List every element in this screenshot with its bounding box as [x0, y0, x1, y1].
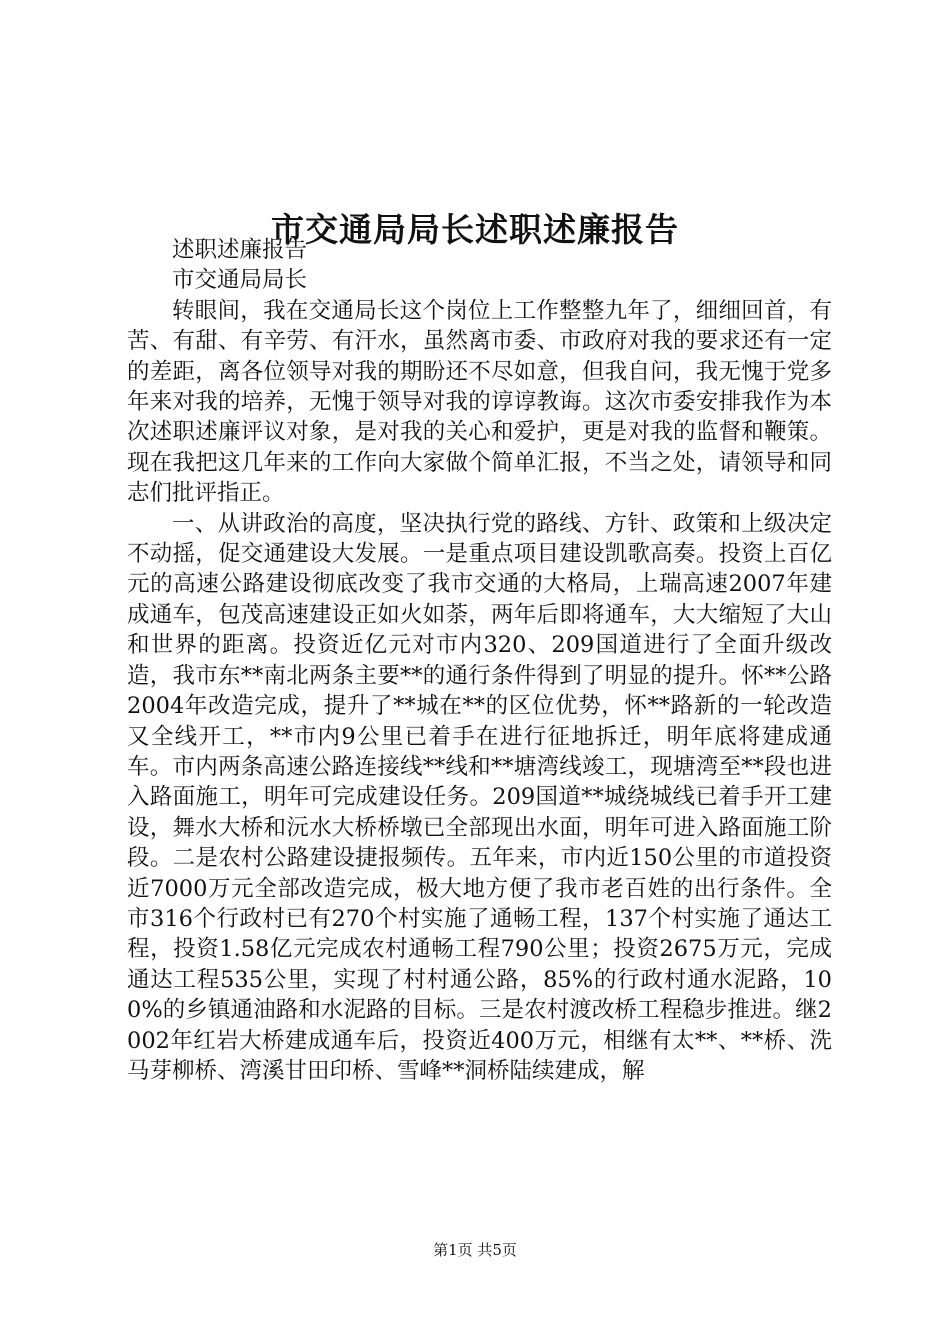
- author-line: 市交通局局长: [172, 267, 308, 294]
- section-one-paragraph: 一、从讲政治的高度，坚决执行党的路线、方针、政策和上级决定不动摇，促交通建设大发展。一是重点项目建设凯歌高奏。投资上百亿元的高速公路建设彻底改变了我市交通的大格局，上瑞高速2007年建成通车，包茂高速建设正如火如荼，两年后即将通车，大大缩短了大山和世界的距离。投资近亿元对市内320、209国道进行了全面升级改造，我市东**南北两条主要**的通行条件得到了明显的提升。怀**公路2004年改造完成，提升了**城在**的区位优势，怀**路新的一轮改造又全线开工，**市内9公里已着手在进行征地拆迁，明年底将建成通车。市内两条高速公路连接线**线和**塘湾线竣工，现塘湾至**段也进入路面施工，明年可完成建设任务。209国道**城绕城线已着手开工建设，舞水大桥和沅水大桥桥墩已全部现出水面，明年可进入路面施工阶段。二是农村公路建设捷报频传。五年来，市内近150公里的市道投资近7000万元全部改造完成，极大地方便了我市老百姓的出行条件。全市316个行政村已有270个村实施了通畅工程，137个村实施了通达工程，投资1.58亿元完成农村通畅工程790公里；投资2675万元，完成通达工程535公里，实现了村村通公路，85%的行政村通水泥路，100%的乡镇通油路和水泥路的目标。三是农村渡改桥工程稳步推进。继2002年红岩大桥建成通车后，投资近400万元，相继有太**、**桥、洗马芽柳桥、湾溪甘田印桥、雪峰**洞桥陆续建成，解: [127, 510, 832, 1084]
- subtitle-line: 述职述廉报告: [172, 237, 308, 263]
- document-title: 市交通局局长述职述廉报告: [271, 210, 679, 250]
- intro-paragraph: 转眼间，我在交通局长这个岗位上工作整整九年了，细细回首，有苦、有甜、有辛劳、有汗水，虽然离市委、市政府对我的要求还有一定的差距，离各位领导对我的期盼还不尽如意，但我自问，我无愧于党多年来对我的培养，无愧于领导对我的谆谆教诲。这次市委安排我作为本次述职述廉评议对象，是对我的关心和爱护，更是对我的监督和鞭策。现在我把这几年来的工作向大家做个简单汇报，不当之处，请领导和同志们批评指正。: [127, 297, 832, 507]
- page-footer: 第1页 共5页: [433, 1241, 517, 1259]
- document-body: [127, 235, 832, 1086]
